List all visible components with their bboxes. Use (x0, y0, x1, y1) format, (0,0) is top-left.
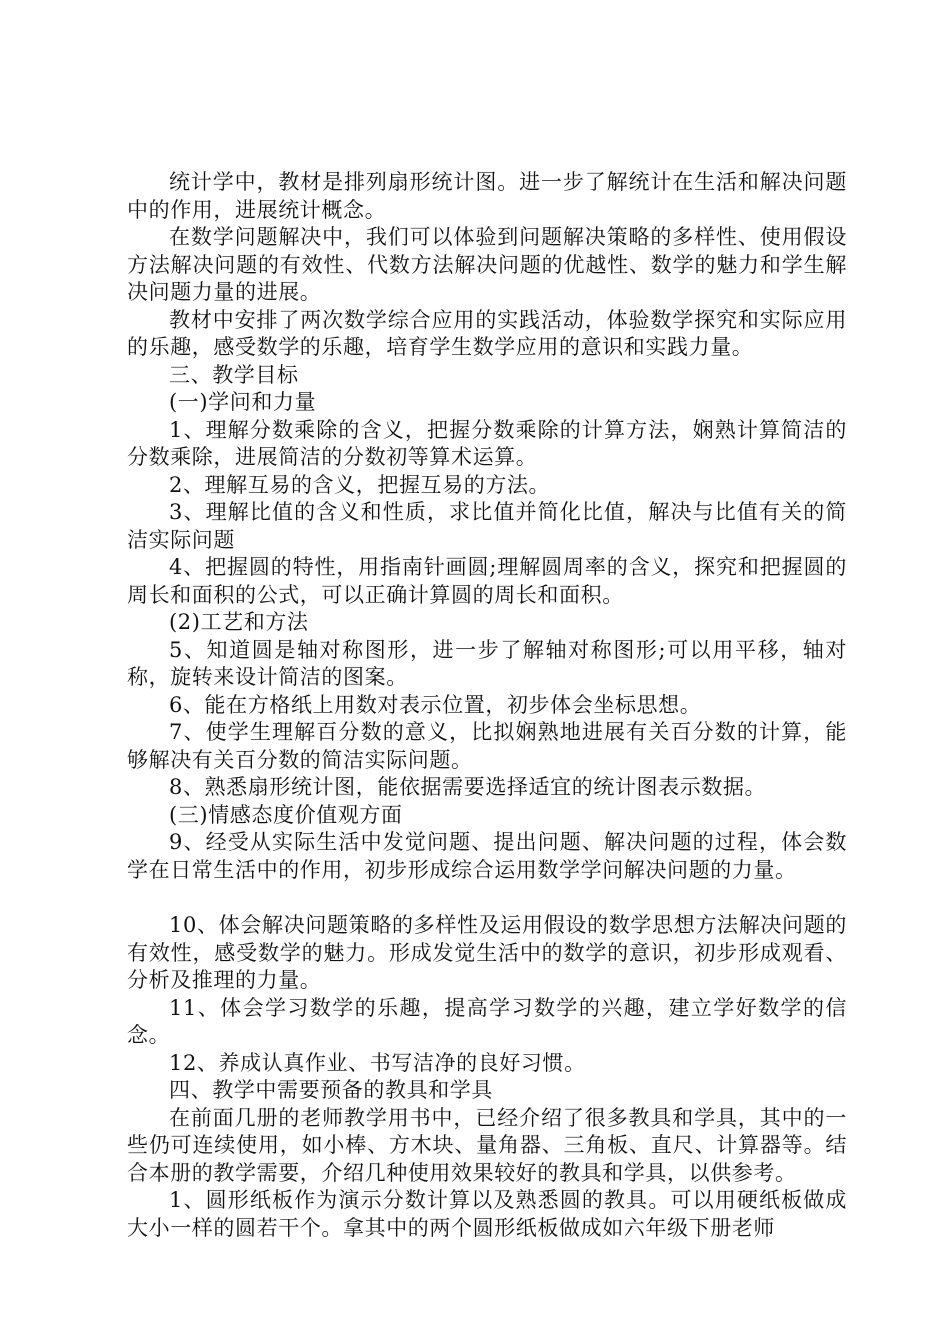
aid-item-1: 1、圆形纸板作为演示分数计算以及熟悉圆的教具。可以用硬纸板做成大小一样的圆若干个。拿其中的两个圆形纸板做成如六年级下册老师 (127, 1188, 847, 1240)
goal-item-1: 1、理解分数乘除的含义，把握分数乘除的计算方法，娴熟计算简洁的分数乘除，进展简洁的分数初等算术运算。 (127, 417, 847, 469)
goal-item-9: 9、经受从实际生活中发觉问题、提出问题、解决问题的过程，体会数学在日常生活中的作用，初步形成综合运用数学学问解决问题的力量。 (127, 830, 847, 882)
goal-item-8: 8、熟悉扇形统计图，能依据需要选择适宜的统计图表示数据。 (169, 775, 767, 799)
goal-item-6: 6、能在方格纸上用数对表示位置，初步体会坐标思想。 (169, 692, 702, 717)
subheading-process-method: (2)工艺和方法 (169, 610, 309, 634)
subheading-emotion-values: (三)情感态度价值观方面 (169, 802, 403, 827)
heading-teaching-aids: 四、教学中需要预备的教具和学具 (169, 1078, 493, 1102)
paragraph-aids-intro: 在前面几册的老师教学用书中，已经介绍了很多教具和学具，其中的一些仍可连续使用，如小棒、方木块、量角器、三角板、直尺、计算器等。结合本册的教学需要，介绍几种使用效果较好的教具和学具，以供参考。 (127, 1105, 847, 1185)
goal-item-12: 12、养成认真作业、书写洁净的良好习惯。 (169, 1050, 586, 1075)
goal-item-5: 5、知道圆是轴对称图形，进一步了解轴对称图形;可以用平移，轴对称，旋转来设计简洁的图案。 (127, 637, 847, 689)
goal-item-10: 10、体会解决问题策略的多样性及运用假设的数学思想方法解决问题的有效性，感受数学的魅力。形成发觉生活中的数学的意识，初步形成观看、分析及推理的力量。 (127, 913, 847, 992)
paragraph-statistics-intro: 统计学中，教材是排列扇形统计图。进一步了解统计在生活和解决问题中的作用，进展统计概念。 (127, 170, 847, 222)
goal-item-7: 7、使学生理解百分数的意义，比拟娴熟地进展有关百分数的计算，能够解决有关百分数的简洁实际问题。 (127, 720, 847, 772)
goal-item-3: 3、理解比值的含义和性质，求比值并简化比值，解决与比值有关的简洁实际问题 (127, 500, 847, 552)
paragraph-gap (127, 884, 847, 912)
heading-teaching-goals: 三、教学目标 (169, 362, 299, 387)
goal-item-11: 11、体会学习数学的乐趣，提高学习数学的兴趣，建立学好数学的信念。 (127, 995, 847, 1047)
goal-item-4: 4、把握圆的特性，用指南针画圆;理解圆周率的含义，探究和把握圆的周长和面积的公式，可以正确计算圆的周长和面积。 (127, 555, 847, 607)
document-body (127, 169, 847, 1242)
paragraph-problem-solving: 在数学问题解决中，我们可以体验到问题解决策略的多样性、使用假设方法解决问题的有效性、代数方法解决问题的优越性、数学的魅力和学生解决问题力量的进展。 (127, 225, 847, 304)
goal-item-2: 2、理解互易的含义，把握互易的方法。 (169, 472, 551, 497)
paragraph-practice-activities: 教材中安排了两次数学综合应用的实践活动，体验数学探究和实际应用的乐趣，感受数学的乐趣，培育学生数学应用的意识和实践力量。 (127, 307, 847, 359)
subheading-knowledge-ability: (一)学问和力量 (169, 390, 317, 414)
